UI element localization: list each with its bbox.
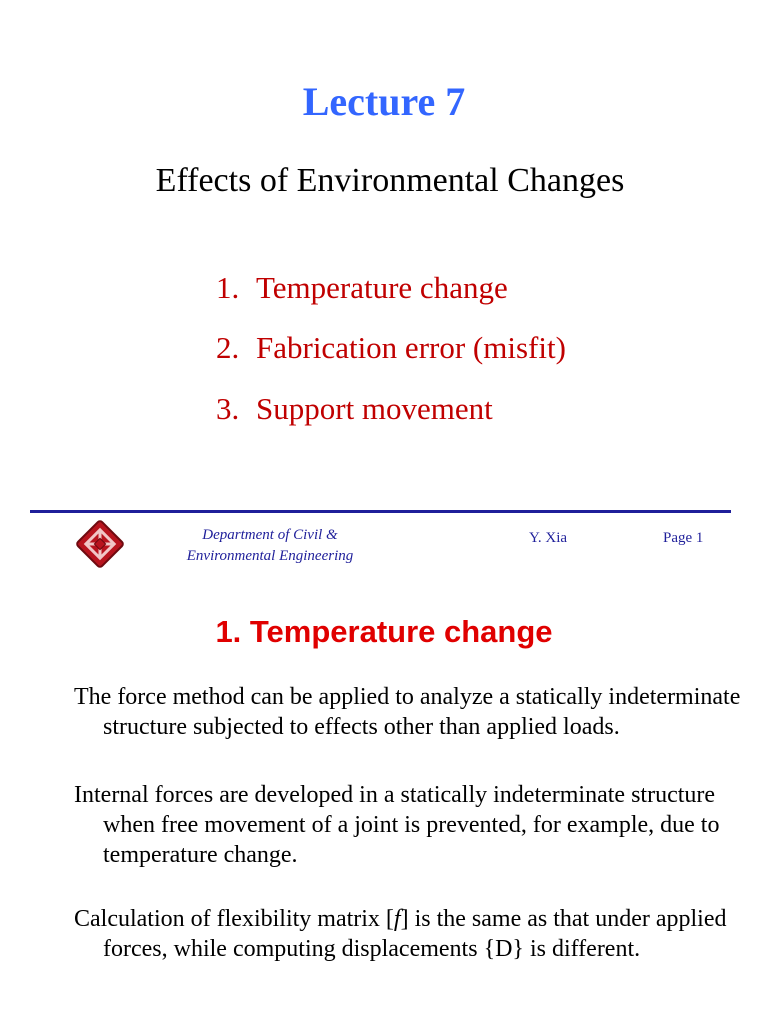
author-name: Y. Xia: [529, 530, 568, 546]
department-line: Department of Civil &: [202, 527, 338, 543]
section-heading: 1. Temperature change: [215, 614, 553, 649]
department-name: [150, 525, 390, 567]
department-line: Environmental Engineering: [186, 548, 354, 564]
paragraph-text: Calculation of flexibility matrix [: [74, 906, 394, 932]
topic-item-fabrication: [216, 330, 566, 366]
topic-number: 2.: [216, 330, 240, 365]
body-paragraph: The force method can be applied to analyze a statically indeterminate structure subjected to effects other than applied loads.: [74, 684, 741, 740]
body-paragraph: [74, 904, 743, 964]
topic-item-support: [216, 391, 493, 427]
topic-label: Temperature change: [256, 270, 508, 305]
university-logo-icon: [72, 520, 128, 568]
page-number: Page 1: [663, 530, 704, 546]
topic-item-temperature: [216, 270, 508, 306]
matrix-symbol: f: [393, 906, 401, 932]
topic-label: Fabrication error (misfit): [256, 330, 566, 365]
topic-label: Support movement: [256, 391, 493, 426]
paragraph-text: ] is the same as that under applied forces, while computing displacements {D} is different.: [103, 906, 727, 962]
footer-divider: [30, 510, 731, 513]
lecture-subtitle: Effects of Environmental Changes: [155, 162, 625, 199]
topic-number: 1.: [216, 270, 240, 305]
topic-number: 3.: [216, 391, 240, 426]
body-paragraph: Internal forces are developed in a statically indeterminate structure when free movement of a joint is prevented, for example, due to temperature change.: [74, 782, 720, 868]
lecture-title: Lecture 7: [302, 79, 466, 124]
